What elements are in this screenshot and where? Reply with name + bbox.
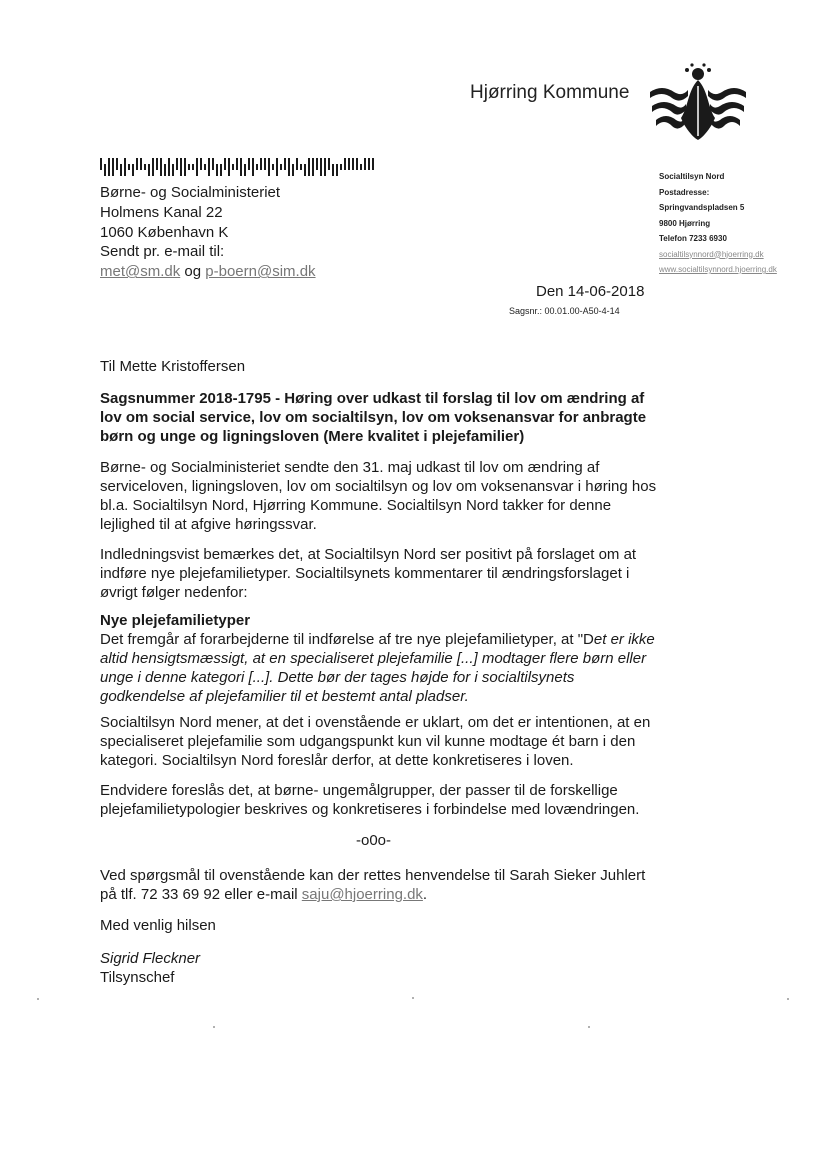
email-joiner: og: [180, 263, 206, 281]
sender-web-link[interactable]: www.socialtilsynnord.hjoerring.dk: [659, 265, 777, 274]
scan-speck: [787, 998, 789, 1000]
paragraph-preliminary: Indledningsvist bemærkes det, at Socialtilsyn Nord ser positivt på forslaget om at indføre nye plejefamilietyper. Socialtilsynets kommentarer til ændringsforslaget i øvrigt følger nedenfor:: [100, 546, 637, 601]
recipient-address: [100, 183, 420, 282]
scan-speck: [213, 1026, 215, 1028]
recipient-emails: [100, 262, 420, 282]
sender-info: [659, 169, 777, 278]
sender-phone: Telefon 7233 6930: [659, 234, 727, 243]
case-reference: [509, 306, 620, 316]
subject-heading: Sagsnummer 2018-1795 - Høring over udkast til forslag til lov om ændring af lov om social service, lov om socialtilsyn, lov om voksenansvar for anbragte børn og unge og ligningsloven (Mere kvalitet i plejefamilier): [100, 390, 647, 445]
closing: Med venlig hilsen: [100, 917, 216, 934]
case-number: 00.01.00-A50-4-14: [544, 306, 620, 316]
section-heading: Nye plejefamilietyper: [100, 612, 251, 629]
contact-email-link[interactable]: saju@hjoerring.dk: [301, 886, 423, 903]
sender-city: 9800 Hjørring: [659, 218, 711, 228]
recipient-line: Sendt pr. e-mail til:: [100, 243, 225, 261]
hjorring-crest-icon: [648, 62, 748, 142]
sender-email-link[interactable]: socialtilsynnord@hjoerring.dk: [659, 249, 764, 259]
paragraph-contact: [100, 866, 660, 904]
scan-speck: [588, 1026, 590, 1028]
postal-barcode: [100, 158, 378, 176]
recipient-line: Børne- og Socialministeriet: [100, 184, 281, 201]
letter-date: Den 14-06-2018: [536, 283, 645, 300]
email-link-p-boern[interactable]: p-boern@sim.dk: [205, 263, 316, 281]
scan-speck: [37, 998, 39, 1000]
quote-text: et er ikke altid hensigtsmæssigt, at en specialiseret plejefamilie [...] modtager flere børn eller unge i denne kategori [...]. Dette bør der tages højde for i socialtilsynets godkendelse af plejefamilier til et bestemt antal pladser.: [100, 631, 655, 705]
quote-intro: Det fremgår af forarbejderne til indførelse af tre nye plejefamilietyper, at "D: [100, 631, 594, 648]
organization-name: Hjørring Kommune: [470, 82, 630, 103]
recipient-line: Holmens Kanal 22: [100, 203, 223, 221]
signature-name: Sigrid Fleckner: [100, 950, 201, 967]
paragraph-opinion: Socialtilsyn Nord mener, at det i ovenstående er uklart, om det er intentionen, at en specialiseret plejefamilie som udgangspunkt kun vil kunne modtage ét barn i den kategori. Socialtilsyn Nord foreslår derfor, at dette konkretiseres i loven.: [100, 714, 651, 769]
paragraph-intro: Børne- og Socialministeriet sendte den 31. maj udkast til lov om ændring af serviceloven, ligningsloven, lov om socialtilsyn og lov om voksenansvar i høring hos bl.a. Socialtilsyn Nord, Hjørring Kommune. Socialtilsyn Nord takker for denne lejlighed til at afgive høringssvar.: [100, 459, 657, 533]
separator: -o0o-: [356, 832, 392, 849]
contact-end: .: [422, 886, 428, 903]
email-link-met[interactable]: met@sm.dk: [100, 263, 181, 281]
paragraph-proposal: Endvidere foreslås det, at børne- ungemålgrupper, der passer til de forskellige plejefamilietypologier beskrives og konkretiseres i forbindelse med lovændringen.: [100, 782, 640, 818]
scan-speck: [412, 997, 414, 999]
contact-text: Ved spørgsmål til ovenstående kan der rettes henvendelse til Sarah Sieker Juhlert på tlf. 72 33 69 92 eller e-mail: [100, 867, 646, 903]
recipient-line: 1060 København K: [100, 223, 229, 241]
salutation: Til Mette Kristoffersen: [100, 358, 246, 375]
sender-street: Springvandspladsen 5: [659, 203, 745, 212]
sender-unit: Socialtilsyn Nord: [659, 172, 725, 181]
signature-title: Tilsynschef: [100, 969, 175, 986]
paragraph-quote: [100, 630, 660, 706]
case-label: Sagsnr.:: [509, 306, 543, 316]
sender-postal-label: Postadresse:: [659, 187, 710, 197]
